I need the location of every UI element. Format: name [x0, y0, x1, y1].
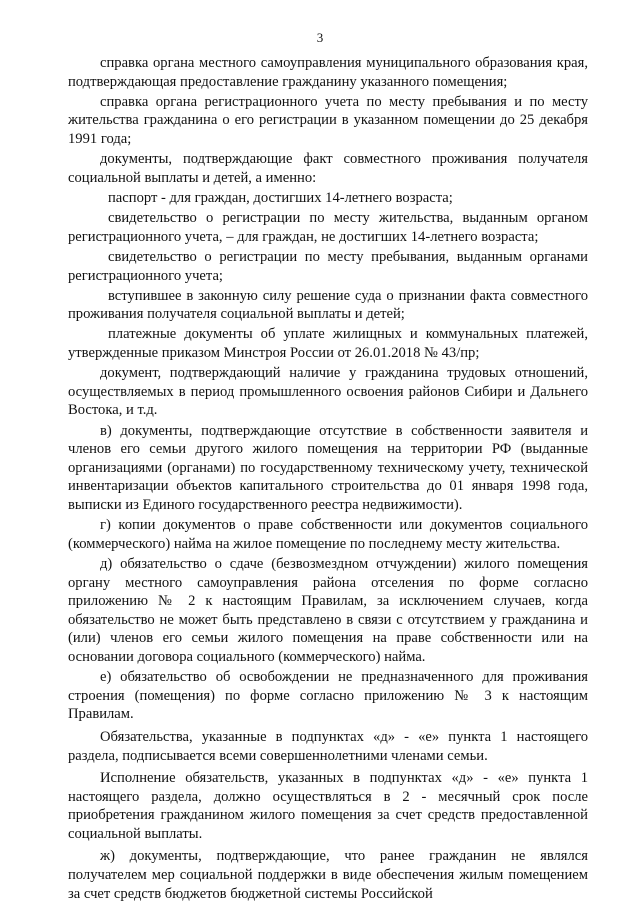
paragraph: справка органа регистрационного учета по месту пребывания и по месту жительства гражданина о его регистрации в указанном помещении до 25 декабря 1991 года; — [68, 93, 588, 147]
paragraph: в) документы, подтверждающие отсутствие в собственности заявителя и членов его семьи другого жилого помещения на территории РФ (выданные организациями (органами) по государственному техническому учету, технической инвентаризации объектов капитального строительства до 01 января 1998 года, выписки из Единого государственного реестра недвижимости). — [68, 422, 588, 513]
list-item: вступившее в законную силу решение суда о признании факта совместного проживания получателя социальной выплаты и детей; — [68, 287, 588, 323]
paragraph: документ, подтверждающий наличие у гражданина трудовых отношений, осуществляемых в период промышленного освоения районов Сибири и Дальнего Востока, и т.д. — [68, 365, 588, 419]
paragraph: справка органа местного самоуправления муниципального образования края, подтверждающая предоставление гражданину указанного помещения; — [68, 55, 588, 90]
paragraph: д) обязательство о сдаче (безвозмездном отчуждении) жилого помещения органу местного самоуправления района отселения по форме согласно приложению № 2 к настоящим Правилам, за исключением случаев, когда обязательство не может быть представлено в связи с отсутствием у гражданина и (или) членов его семьи жилого помещения на праве собственности или на основании договора социального (коммерческого) найма. — [68, 555, 588, 665]
list-item: платежные документы об уплате жилищных и коммунальных платежей, утвержденные приказом Минстроя России от 26.01.2018 № 43/пр; — [68, 326, 588, 362]
paragraph: е) обязательство об освобождении не предназначенного для проживания строения (помещения) по форме согласно приложению № 3 к настоящим Правилам. — [68, 669, 588, 723]
paragraph: ж) документы, подтверждающие, что ранее гражданин не являлся получателем мер социальной поддержки в виде обеспечения жилым помещением за счет средств бюджетов бюджетной системы Российской — [68, 848, 588, 902]
paragraph: г) копии документов о праве собственности или документов социального (коммерческого) найма на жилое помещение по последнему месту жительства. — [68, 517, 588, 552]
paragraph: Обязательства, указанные в подпунктах «д» - «е» пункта 1 настоящего раздела, подписывается всеми совершеннолетними членами семьи. — [68, 728, 588, 764]
document-body — [68, 54, 588, 905]
list-item: паспорт - для граждан, достигших 14-летнего возраста; — [108, 189, 453, 206]
paragraph: документы, подтверждающие факт совместного проживания получателя социальной выплаты и детей, а именно: — [68, 151, 588, 186]
paragraph: Исполнение обязательств, указанных в подпунктах «д» - «е» пункта 1 настоящего раздела, должно осуществляться в 2 - месячный срок после приобретения гражданином жилого помещения за счет средств предоставленной социальной выплаты. — [68, 770, 588, 842]
list-item: свидетельство о регистрации по месту жительства, выданным органом регистрационного учета, – для граждан, не достигших 14-летнего возраста; — [68, 210, 588, 245]
list-item: свидетельство о регистрации по месту пребывания, выданным органами регистрационного учета; — [68, 248, 588, 284]
page-number: 3 — [316, 30, 324, 45]
